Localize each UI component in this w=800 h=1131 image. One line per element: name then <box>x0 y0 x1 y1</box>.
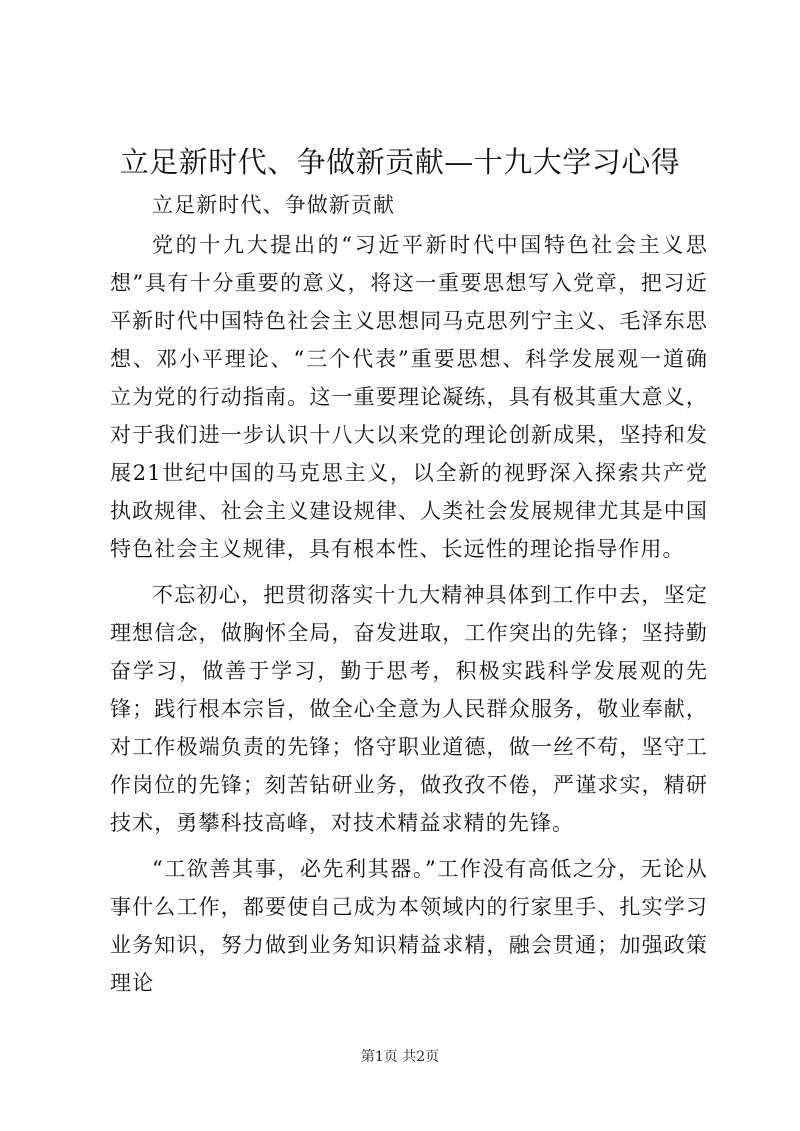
paragraph-1: 党的十九大提出的“习近平新时代中国特色社会主义思想”具有十分重要的意义，将这一重要思想写入党章，把习近平新时代中国特色社会主义思想同马克思列宁主义、毛泽东思想、邓小平理论、“三个代表”重要思想、科学发展观一道确立为党的行动指南。这一重要理论凝练，具有极其重大意义，对于我们进一步认识十八大以来党的理论创新成果，坚持和发展21世纪中国的马克思主义，以全新的视野深入探索共产党执政规律、社会主义建设规律、人类社会发展规律尤其是中国特色社会主义规律，具有根本性、长远性的理论指导作用。 <box>110 233 708 561</box>
page-number-footer: 第1页 共2页 <box>360 1049 440 1065</box>
document-subtitle: 立足新时代、争做新贡献 <box>152 193 396 217</box>
paragraph-3: “工欲善其事，必先利其器。”工作没有高低之分，无论从事什么工作，都要使自己成为本领域内的行家里手、扎实学习业务知识，努力做到业务知识精益求精，融会贯通；加强政策理论 <box>110 857 708 995</box>
document-title: 立足新时代、争做新贡献—十九大学习心得 <box>119 145 681 179</box>
paragraph-2: 不忘初心，把贯彻落实十九大精神具体到工作中去，坚定理想信念，做胸怀全局，奋发进取，工作突出的先锋；坚持勤奋学习，做善于学习，勤于思考，积极实践科学发展观的先锋；践行根本宗旨，做全心全意为人民群众服务，敬业奉献，对工作极端负责的先锋；恪守职业道德，做一丝不苟，坚守工作岗位的先锋；刻苦钻研业务，做孜孜不倦，严谨求实，精研技术，勇攀科技高峰，对技术精益求精的先锋。 <box>110 583 708 835</box>
document-body <box>110 186 708 1002</box>
